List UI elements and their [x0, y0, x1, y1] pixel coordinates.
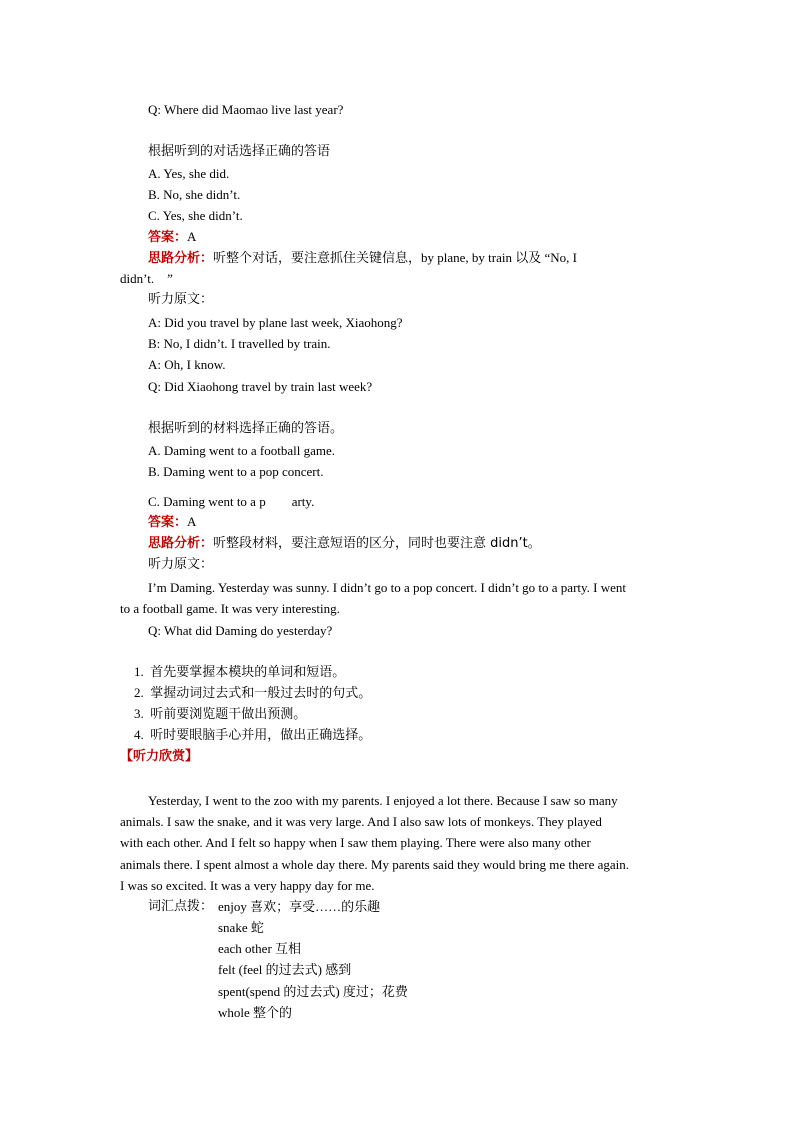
option-b: B. Daming went to a pop concert. — [148, 464, 324, 479]
section-title: 【听力欣赏】 — [120, 749, 199, 764]
analysis-text: 听整段材料，要注意短语的区分，同时也要注意 didn’t。 — [213, 536, 541, 551]
transcript-question: Q: Did Xiaohong travel by train last week? — [148, 379, 373, 394]
question-maomao: Q: Where did Maomao live last year? — [148, 102, 344, 117]
analysis-line — [148, 250, 577, 267]
option-c: C. Yes, she didn’t. — [148, 208, 243, 223]
vocab-item: snake 蛇 — [218, 920, 264, 935]
analysis-continuation: didn’t. ” — [120, 271, 173, 286]
tip-number: 2. — [134, 685, 144, 700]
tip-text: 首先要掌握本模块的单词和短语。 — [150, 665, 346, 680]
passage-line: Yesterday, I went to the zoo with my parents. I enjoyed a lot there. Because I saw so many — [148, 793, 618, 808]
vocab-item: each other 互相 — [218, 941, 302, 956]
option-c: C. Daming went to a p arty. — [148, 494, 315, 509]
analysis-label: 思路分析： — [148, 536, 214, 551]
tip-item — [134, 685, 371, 702]
passage-line: animals. I saw the snake, and it was very large. And I also saw lots of monkeys. They played — [120, 814, 602, 829]
instruction-material: 根据听到的材料选择正确的答语。 — [148, 421, 344, 436]
instruction-dialogue: 根据听到的对话选择正确的答语 — [148, 144, 331, 159]
transcript-question: Q: What did Daming do yesterday? — [148, 623, 333, 638]
transcript-line: B: No, I didn’t. I travelled by train. — [148, 336, 331, 351]
analysis-text: 听整个对话，要注意抓住关键信息，by plane, by train 以及 “No, I — [213, 250, 577, 265]
tip-number: 1. — [134, 664, 144, 679]
analysis-line — [148, 535, 541, 552]
transcript-line: A: Oh, I know. — [148, 357, 226, 372]
tip-text: 听时要眼脑手心并用，做出正确选择。 — [150, 728, 372, 743]
answer-value: A — [187, 229, 197, 244]
tip-text: 掌握动词过去式和一般过去时的句式。 — [150, 686, 372, 701]
tip-item — [134, 706, 306, 723]
tip-item — [134, 664, 345, 681]
vocab-label: 词汇点拨： — [148, 899, 214, 914]
vocab-item: felt (feel 的过去式) 感到 — [218, 962, 352, 977]
answer-label: 答案： — [148, 230, 188, 245]
tip-text: 听前要浏览题干做出预测。 — [150, 707, 307, 722]
passage-line: I was so excited. It was a very happy day for me. — [120, 878, 375, 893]
option-b: B. No, she didn’t. — [148, 187, 241, 202]
tip-number: 4. — [134, 727, 144, 742]
option-a: A. Yes, she did. — [148, 166, 230, 181]
answer-line — [148, 229, 196, 246]
vocab-item: whole 整个的 — [218, 1005, 293, 1020]
answer-value: A — [187, 514, 197, 529]
answer-line — [148, 514, 196, 531]
vocab-item: enjoy 喜欢；享受……的乐趣 — [218, 899, 381, 914]
transcript-label: 听力原文： — [148, 557, 214, 572]
passage-line: with each other. And I felt so happy when I saw them playing. There were also many other — [120, 835, 591, 850]
tip-number: 3. — [134, 706, 144, 721]
answer-label: 答案： — [148, 515, 188, 530]
analysis-label: 思路分析： — [148, 251, 214, 266]
transcript-paragraph-line2: to a football game. It was very interesting. — [120, 601, 340, 616]
transcript-label: 听力原文： — [148, 292, 214, 307]
transcript-paragraph-line1: I’m Daming. Yesterday was sunny. I didn’t go to a pop concert. I didn’t go to a party. I went — [148, 580, 627, 595]
transcript-line: A: Did you travel by plane last week, Xiaohong? — [148, 315, 403, 330]
tip-item — [134, 727, 371, 744]
passage-line: animals there. I spent almost a whole day there. My parents said they would bring me there again. — [120, 857, 630, 872]
option-a: A. Daming went to a football game. — [148, 443, 336, 458]
vocab-item: spent(spend 的过去式) 度过；花费 — [218, 984, 408, 999]
